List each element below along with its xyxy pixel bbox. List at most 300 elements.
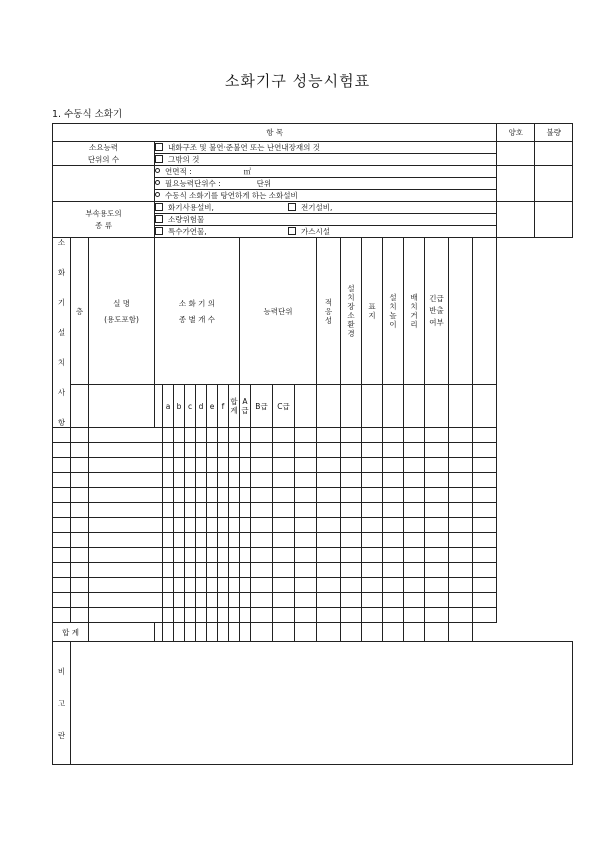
install-cell[interactable] (341, 548, 362, 563)
install-cell[interactable] (196, 518, 207, 533)
install-cell[interactable] (425, 578, 449, 593)
floor-area-field[interactable]: 연면적 : ㎡ (155, 166, 497, 178)
install-cell[interactable] (229, 473, 240, 488)
install-cell[interactable] (71, 548, 89, 563)
install-cell[interactable] (362, 548, 383, 563)
install-cell[interactable] (71, 578, 89, 593)
install-cell[interactable] (89, 578, 163, 593)
install-cell[interactable] (207, 473, 218, 488)
install-cell[interactable] (229, 488, 240, 503)
install-cell[interactable] (174, 548, 185, 563)
install-cell[interactable] (383, 608, 404, 623)
install-cell[interactable] (473, 518, 497, 533)
install-cell[interactable] (240, 443, 251, 458)
install-cell[interactable] (425, 548, 449, 563)
install-cell[interactable] (163, 428, 174, 443)
install-cell[interactable] (89, 458, 163, 473)
install-cell[interactable] (71, 428, 89, 443)
install-cell[interactable] (89, 428, 163, 443)
install-cell[interactable] (449, 593, 473, 608)
install-cell[interactable] (229, 593, 240, 608)
install-cell[interactable] (163, 488, 174, 503)
install-cell[interactable] (196, 563, 207, 578)
install-cell[interactable] (362, 473, 383, 488)
install-cell[interactable] (295, 443, 317, 458)
install-cell[interactable] (240, 428, 251, 443)
install-cell[interactable] (383, 458, 404, 473)
install-cell[interactable] (273, 443, 295, 458)
install-cell[interactable] (473, 533, 497, 548)
install-cell[interactable] (251, 458, 273, 473)
install-cell[interactable] (89, 503, 163, 518)
install-cell[interactable] (362, 578, 383, 593)
install-cell[interactable] (185, 443, 196, 458)
install-cell[interactable] (425, 473, 449, 488)
install-cell[interactable] (404, 548, 425, 563)
install-cell[interactable] (295, 473, 317, 488)
install-cell[interactable] (53, 578, 71, 593)
install-cell[interactable] (185, 578, 196, 593)
install-cell[interactable] (163, 518, 174, 533)
install-cell[interactable] (404, 458, 425, 473)
install-cell[interactable] (317, 458, 341, 473)
install-cell[interactable] (317, 578, 341, 593)
install-cell[interactable] (341, 593, 362, 608)
install-cell[interactable] (174, 458, 185, 473)
install-cell[interactable] (317, 503, 341, 518)
install-cell[interactable] (218, 443, 229, 458)
install-cell[interactable] (362, 428, 383, 443)
install-cell[interactable] (174, 563, 185, 578)
install-cell[interactable] (425, 488, 449, 503)
install-cell[interactable] (196, 533, 207, 548)
install-cell[interactable] (53, 473, 71, 488)
install-cell[interactable] (71, 458, 89, 473)
install-cell[interactable] (207, 503, 218, 518)
install-cell[interactable] (449, 443, 473, 458)
install-cell[interactable] (341, 458, 362, 473)
install-cell[interactable] (196, 578, 207, 593)
install-cell[interactable] (362, 563, 383, 578)
install-cell[interactable] (53, 608, 71, 623)
install-cell[interactable] (473, 473, 497, 488)
install-cell[interactable] (404, 503, 425, 518)
install-cell[interactable] (362, 503, 383, 518)
good-cell[interactable] (497, 166, 535, 202)
install-cell[interactable] (251, 533, 273, 548)
install-cell[interactable] (449, 503, 473, 518)
install-cell[interactable] (53, 503, 71, 518)
install-cell[interactable] (89, 593, 163, 608)
install-cell[interactable] (317, 473, 341, 488)
install-cell[interactable] (404, 443, 425, 458)
install-cell[interactable] (196, 428, 207, 443)
other-option[interactable]: 그밖의 것 (155, 154, 497, 166)
install-cell[interactable] (425, 563, 449, 578)
install-cell[interactable] (71, 593, 89, 608)
install-cell[interactable] (383, 563, 404, 578)
install-cell[interactable] (383, 518, 404, 533)
install-cell[interactable] (53, 548, 71, 563)
install-cell[interactable] (425, 608, 449, 623)
install-cell[interactable] (404, 608, 425, 623)
install-cell[interactable] (89, 488, 163, 503)
install-cell[interactable] (207, 518, 218, 533)
install-cell[interactable] (341, 578, 362, 593)
install-cell[interactable] (251, 443, 273, 458)
install-cell[interactable] (240, 608, 251, 623)
install-cell[interactable] (362, 518, 383, 533)
install-cell[interactable] (218, 473, 229, 488)
install-cell[interactable] (425, 428, 449, 443)
install-cell[interactable] (185, 473, 196, 488)
install-cell[interactable] (229, 578, 240, 593)
install-cell[interactable] (163, 443, 174, 458)
install-cell[interactable] (362, 533, 383, 548)
install-cell[interactable] (251, 503, 273, 518)
install-cell[interactable] (473, 548, 497, 563)
install-cell[interactable] (251, 428, 273, 443)
install-cell[interactable] (174, 533, 185, 548)
install-cell[interactable] (185, 548, 196, 563)
install-cell[interactable] (473, 608, 497, 623)
install-cell[interactable] (53, 518, 71, 533)
install-cell[interactable] (473, 443, 497, 458)
install-cell[interactable] (317, 593, 341, 608)
install-cell[interactable] (449, 563, 473, 578)
install-cell[interactable] (229, 428, 240, 443)
install-cell[interactable] (251, 578, 273, 593)
install-cell[interactable] (174, 608, 185, 623)
install-cell[interactable] (89, 533, 163, 548)
install-cell[interactable] (89, 608, 163, 623)
small-hazmat-option[interactable]: 소량위험물 (155, 214, 497, 226)
install-cell[interactable] (341, 503, 362, 518)
install-cell[interactable] (185, 518, 196, 533)
install-cell[interactable] (273, 608, 295, 623)
install-cell[interactable] (251, 563, 273, 578)
install-cell[interactable] (174, 578, 185, 593)
install-cell[interactable] (317, 563, 341, 578)
install-cell[interactable] (404, 428, 425, 443)
install-cell[interactable] (71, 533, 89, 548)
install-cell[interactable] (207, 488, 218, 503)
install-cell[interactable] (362, 458, 383, 473)
install-cell[interactable] (53, 428, 71, 443)
install-cell[interactable] (218, 458, 229, 473)
install-cell[interactable] (295, 593, 317, 608)
install-cell[interactable] (196, 593, 207, 608)
manual-extinguisher-field[interactable]: 수동식 소화기를 탕연하게 하는 소화설비 (155, 190, 497, 202)
install-cell[interactable] (163, 533, 174, 548)
install-cell[interactable] (404, 578, 425, 593)
install-cell[interactable] (89, 518, 163, 533)
install-cell[interactable] (251, 473, 273, 488)
install-cell[interactable] (341, 608, 362, 623)
install-cell[interactable] (449, 578, 473, 593)
install-cell[interactable] (185, 458, 196, 473)
install-cell[interactable] (89, 548, 163, 563)
install-cell[interactable] (449, 458, 473, 473)
install-cell[interactable] (404, 473, 425, 488)
install-cell[interactable] (53, 443, 71, 458)
install-cell[interactable] (240, 473, 251, 488)
install-cell[interactable] (251, 518, 273, 533)
install-cell[interactable] (425, 518, 449, 533)
install-cell[interactable] (185, 533, 196, 548)
install-cell[interactable] (240, 503, 251, 518)
install-cell[interactable] (207, 608, 218, 623)
fire-use-option[interactable]: 화기사용설비, 전기설비, (155, 202, 497, 214)
install-cell[interactable] (473, 563, 497, 578)
install-cell[interactable] (218, 548, 229, 563)
install-cell[interactable] (229, 518, 240, 533)
install-cell[interactable] (53, 593, 71, 608)
install-cell[interactable] (229, 548, 240, 563)
special-combustible-option[interactable]: 특수가연물, 가스시설 (155, 226, 497, 238)
install-bad-cell[interactable] (473, 385, 497, 428)
install-cell[interactable] (273, 473, 295, 488)
install-cell[interactable] (185, 593, 196, 608)
install-cell[interactable] (341, 428, 362, 443)
install-cell[interactable] (273, 518, 295, 533)
install-cell[interactable] (163, 473, 174, 488)
install-cell[interactable] (317, 608, 341, 623)
install-cell[interactable] (53, 488, 71, 503)
install-cell[interactable] (196, 548, 207, 563)
install-cell[interactable] (207, 458, 218, 473)
install-cell[interactable] (71, 563, 89, 578)
bad-cell[interactable] (535, 166, 573, 202)
install-cell[interactable] (71, 608, 89, 623)
install-cell[interactable] (229, 563, 240, 578)
install-cell[interactable] (218, 488, 229, 503)
install-cell[interactable] (163, 458, 174, 473)
install-cell[interactable] (251, 548, 273, 563)
install-cell[interactable] (273, 548, 295, 563)
install-cell[interactable] (404, 593, 425, 608)
install-cell[interactable] (174, 503, 185, 518)
install-cell[interactable] (341, 533, 362, 548)
install-cell[interactable] (218, 533, 229, 548)
good-cell[interactable] (497, 202, 535, 238)
install-cell[interactable] (218, 578, 229, 593)
install-cell[interactable] (425, 533, 449, 548)
install-good-cell[interactable] (449, 238, 473, 385)
install-cell[interactable] (174, 593, 185, 608)
install-bad-cell[interactable] (473, 238, 497, 385)
bad-cell[interactable] (535, 142, 573, 166)
floor-cell[interactable] (71, 385, 89, 428)
install-cell[interactable] (295, 488, 317, 503)
install-cell[interactable] (383, 593, 404, 608)
install-cell[interactable] (341, 563, 362, 578)
install-cell[interactable] (218, 428, 229, 443)
install-cell[interactable] (218, 503, 229, 518)
install-cell[interactable] (196, 458, 207, 473)
install-cell[interactable] (404, 533, 425, 548)
install-cell[interactable] (240, 563, 251, 578)
install-cell[interactable] (53, 458, 71, 473)
install-cell[interactable] (273, 578, 295, 593)
install-cell[interactable] (207, 428, 218, 443)
install-cell[interactable] (185, 428, 196, 443)
install-cell[interactable] (341, 488, 362, 503)
install-cell[interactable] (273, 533, 295, 548)
install-cell[interactable] (218, 518, 229, 533)
install-cell[interactable] (229, 503, 240, 518)
install-cell[interactable] (240, 593, 251, 608)
install-cell[interactable] (163, 563, 174, 578)
install-cell[interactable] (251, 488, 273, 503)
install-cell[interactable] (449, 533, 473, 548)
install-bad-cell[interactable] (449, 623, 473, 642)
install-cell[interactable] (196, 488, 207, 503)
install-cell[interactable] (295, 458, 317, 473)
install-cell[interactable] (163, 503, 174, 518)
install-cell[interactable] (163, 548, 174, 563)
install-cell[interactable] (71, 518, 89, 533)
install-cell[interactable] (383, 488, 404, 503)
install-cell[interactable] (163, 578, 174, 593)
install-cell[interactable] (163, 593, 174, 608)
install-cell[interactable] (207, 548, 218, 563)
install-cell[interactable] (89, 563, 163, 578)
install-cell[interactable] (174, 428, 185, 443)
install-cell[interactable] (196, 473, 207, 488)
install-cell[interactable] (473, 578, 497, 593)
install-cell[interactable] (404, 488, 425, 503)
install-cell[interactable] (71, 443, 89, 458)
install-cell[interactable] (174, 443, 185, 458)
required-units-field[interactable]: 필요능력단위수 : 단위 (155, 178, 497, 190)
install-cell[interactable] (404, 518, 425, 533)
install-cell[interactable] (317, 518, 341, 533)
install-cell[interactable] (71, 488, 89, 503)
install-cell[interactable] (196, 443, 207, 458)
install-cell[interactable] (473, 593, 497, 608)
install-cell[interactable] (207, 443, 218, 458)
install-cell[interactable] (240, 518, 251, 533)
install-cell[interactable] (295, 578, 317, 593)
install-cell[interactable] (473, 428, 497, 443)
install-cell[interactable] (251, 608, 273, 623)
install-cell[interactable] (53, 563, 71, 578)
install-cell[interactable] (229, 443, 240, 458)
install-cell[interactable] (174, 488, 185, 503)
install-cell[interactable] (218, 563, 229, 578)
good-cell[interactable] (497, 142, 535, 166)
install-cell[interactable] (295, 518, 317, 533)
install-cell[interactable] (71, 503, 89, 518)
install-cell[interactable] (196, 503, 207, 518)
install-cell[interactable] (163, 608, 174, 623)
install-cell[interactable] (362, 488, 383, 503)
bad-cell[interactable] (535, 202, 573, 238)
install-cell[interactable] (449, 548, 473, 563)
install-cell[interactable] (196, 608, 207, 623)
install-cell[interactable] (273, 593, 295, 608)
install-cell[interactable] (383, 533, 404, 548)
install-cell[interactable] (229, 458, 240, 473)
install-cell[interactable] (473, 458, 497, 473)
install-cell[interactable] (295, 563, 317, 578)
install-cell[interactable] (295, 503, 317, 518)
install-cell[interactable] (473, 488, 497, 503)
install-cell[interactable] (317, 428, 341, 443)
install-cell[interactable] (273, 458, 295, 473)
install-cell[interactable] (295, 548, 317, 563)
install-cell[interactable] (240, 533, 251, 548)
install-cell[interactable] (229, 533, 240, 548)
remarks-area[interactable] (71, 642, 573, 765)
install-cell[interactable] (449, 428, 473, 443)
install-cell[interactable] (240, 578, 251, 593)
install-cell[interactable] (341, 518, 362, 533)
install-cell[interactable] (362, 608, 383, 623)
install-cell[interactable] (185, 503, 196, 518)
install-cell[interactable] (383, 578, 404, 593)
install-cell[interactable] (185, 488, 196, 503)
install-cell[interactable] (229, 608, 240, 623)
install-cell[interactable] (185, 608, 196, 623)
install-cell[interactable] (362, 443, 383, 458)
install-cell[interactable] (362, 593, 383, 608)
install-cell[interactable] (383, 428, 404, 443)
install-cell[interactable] (185, 563, 196, 578)
install-cell[interactable] (449, 488, 473, 503)
install-cell[interactable] (341, 473, 362, 488)
install-cell[interactable] (295, 428, 317, 443)
install-cell[interactable] (295, 533, 317, 548)
install-cell[interactable] (425, 593, 449, 608)
install-cell[interactable] (207, 593, 218, 608)
install-cell[interactable] (240, 548, 251, 563)
install-cell[interactable] (207, 563, 218, 578)
install-cell[interactable] (383, 503, 404, 518)
install-cell[interactable] (383, 473, 404, 488)
install-cell[interactable] (273, 488, 295, 503)
install-cell[interactable] (383, 443, 404, 458)
install-cell[interactable] (218, 593, 229, 608)
install-cell[interactable] (89, 443, 163, 458)
install-cell[interactable] (207, 533, 218, 548)
install-cell[interactable] (295, 608, 317, 623)
install-cell[interactable] (317, 548, 341, 563)
install-cell[interactable] (273, 503, 295, 518)
install-cell[interactable] (53, 533, 71, 548)
install-cell[interactable] (473, 503, 497, 518)
install-cell[interactable] (273, 563, 295, 578)
install-cell[interactable] (89, 473, 163, 488)
install-cell[interactable] (174, 518, 185, 533)
install-cell[interactable] (449, 608, 473, 623)
install-cell[interactable] (240, 458, 251, 473)
fireproof-option[interactable]: 내화구조 및 불연·준불연 또는 난연내장재의 것 (155, 142, 497, 154)
install-cell[interactable] (449, 518, 473, 533)
install-cell[interactable] (449, 473, 473, 488)
install-cell[interactable] (341, 443, 362, 458)
install-good-cell[interactable] (425, 623, 449, 642)
install-good-cell[interactable] (449, 385, 473, 428)
install-cell[interactable] (174, 473, 185, 488)
install-cell[interactable] (425, 503, 449, 518)
install-cell[interactable] (207, 578, 218, 593)
install-cell[interactable] (71, 473, 89, 488)
install-cell[interactable] (317, 488, 341, 503)
install-cell[interactable] (240, 488, 251, 503)
install-cell[interactable] (218, 608, 229, 623)
